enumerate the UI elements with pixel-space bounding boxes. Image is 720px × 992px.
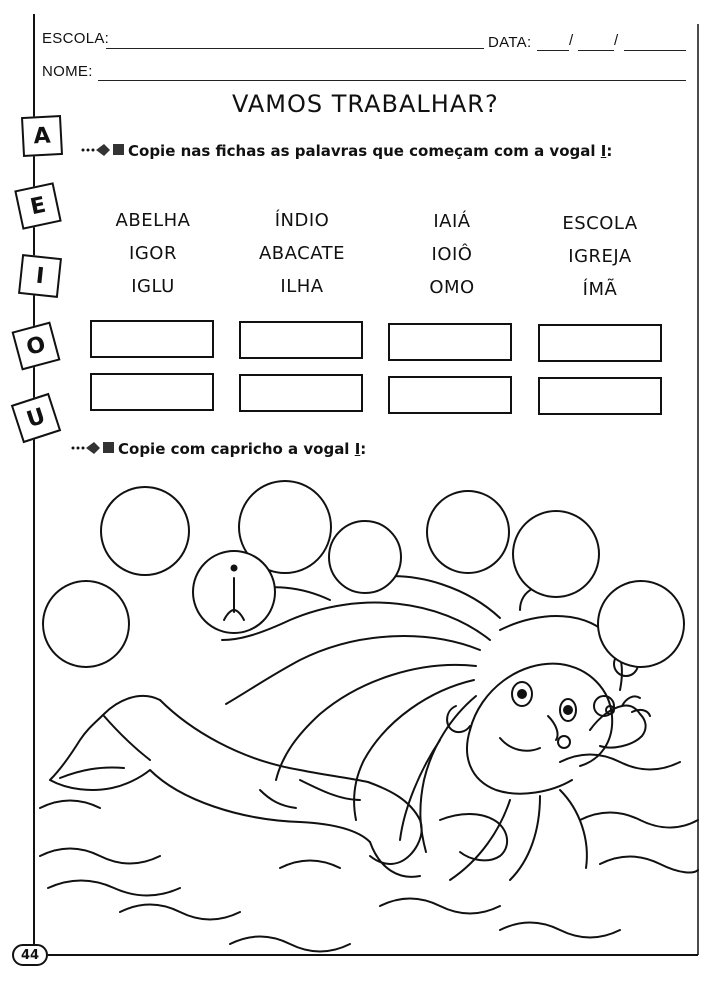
name-label: NOME: xyxy=(42,63,93,80)
word: IAIÁ xyxy=(433,211,471,232)
instruction-colon: : xyxy=(606,142,613,160)
tracing-circle[interactable] xyxy=(328,520,402,594)
instruction-text: Copie nas fichas as palavras que começam com a vogal xyxy=(128,142,601,160)
page-number: 44 xyxy=(12,944,48,966)
tracing-circle[interactable] xyxy=(100,486,190,576)
word: ÍMÃ xyxy=(582,279,618,300)
tracing-circle[interactable] xyxy=(512,510,600,598)
tracing-circle[interactable] xyxy=(42,580,130,668)
instruction-vowel: I xyxy=(600,142,607,160)
word: IGOR xyxy=(129,243,177,264)
word: IOIÔ xyxy=(431,244,473,265)
page-title: VAMOS TRABALHAR? xyxy=(232,90,499,118)
word: ESCOLA xyxy=(562,213,638,234)
date-label: DATA: xyxy=(488,34,532,51)
letter-i-example-icon xyxy=(192,550,276,634)
vowel-tile-u: U xyxy=(11,393,61,443)
tracing-circle[interactable] xyxy=(597,580,685,668)
word: IGREJA xyxy=(568,246,632,267)
vowel-tile-i: I xyxy=(18,254,62,298)
school-label: ESCOLA: xyxy=(42,30,110,47)
word: IGLU xyxy=(131,276,175,297)
date-separator-2: / xyxy=(614,32,619,49)
instruction-text: Copie com capricho a vogal xyxy=(118,440,355,458)
instruction-colon: : xyxy=(360,440,367,458)
tracing-circle[interactable] xyxy=(426,490,510,574)
vowel-tile-a: A xyxy=(21,115,63,157)
vowel-tile-e: E xyxy=(14,182,61,229)
word: ABELHA xyxy=(115,210,191,231)
word: ÍNDIO xyxy=(274,210,330,231)
vowel-tile-o: O xyxy=(12,322,61,371)
instruction-vowel: I xyxy=(354,440,361,458)
word: ABACATE xyxy=(258,243,345,264)
tracing-circle-example xyxy=(192,550,276,634)
word: ILHA xyxy=(280,276,324,297)
date-separator-1: / xyxy=(569,32,574,49)
word: OMO xyxy=(429,277,475,298)
